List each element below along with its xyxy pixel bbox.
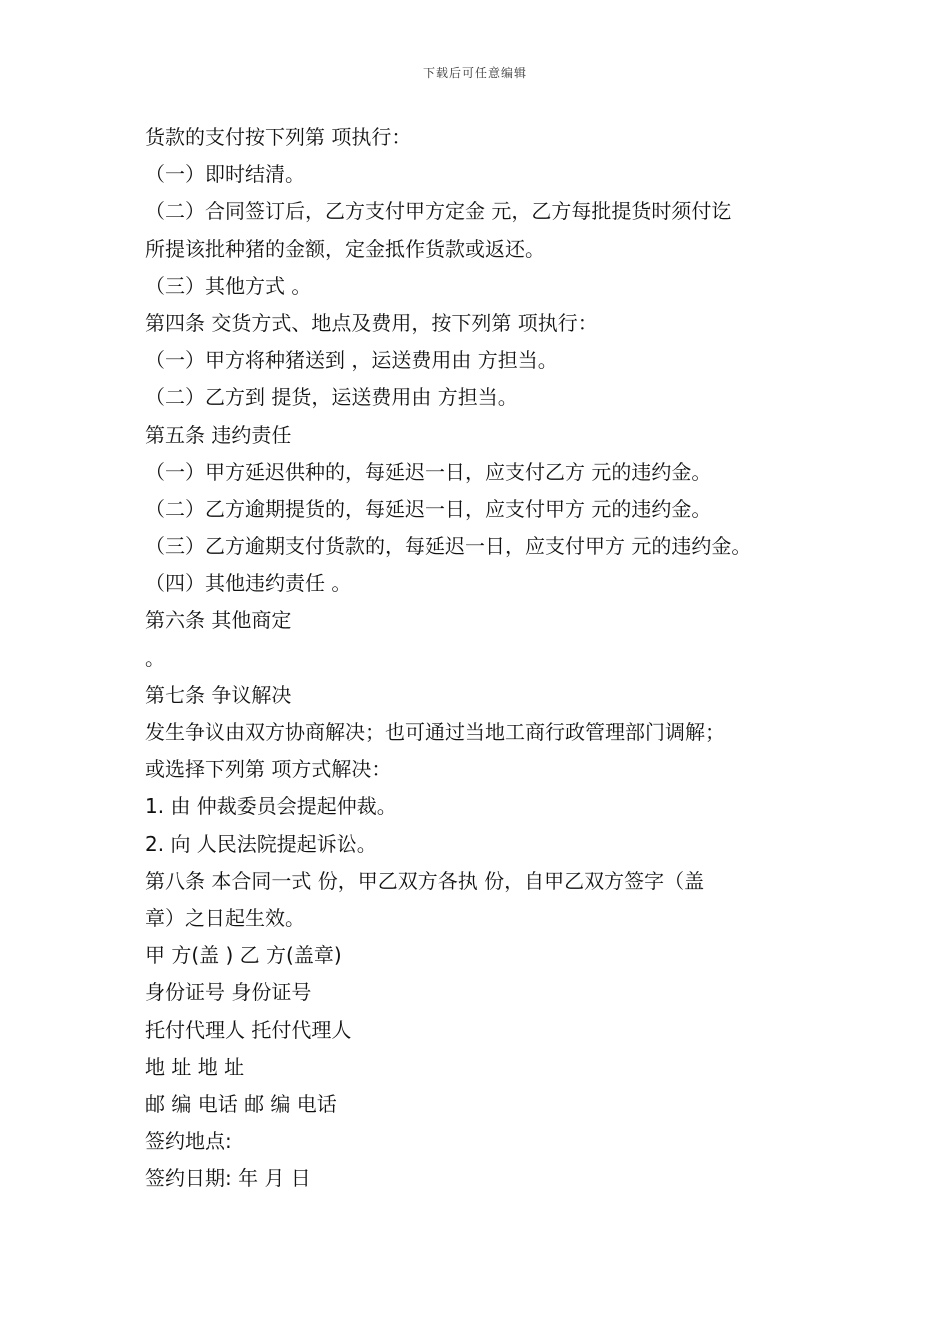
page-header: 下载后可任意编辑 [422, 66, 527, 80]
text-line: 或选择下列第 项方式解决： [145, 757, 392, 782]
text-line: 货款的支付按下列第 项执行： [145, 125, 412, 149]
text-line: 发生争议由双方协商解决；也可通过当地工商行政管理部门调解； [145, 720, 725, 744]
document-body [145, 119, 825, 1197]
text-line: （三）乙方逾期支付货款的，每延迟一日，应支付甲方 元的违约金。 [145, 534, 752, 559]
text-line: （一）甲方将种猪送到 ，运送费用由 方担当。 [145, 348, 558, 373]
text-line: 章）之日起生效。 [145, 905, 305, 930]
section-heading: 第七条 争议解决 [145, 682, 292, 707]
section-heading: 第八条 本合同一式 份，甲乙双方各执 份，自甲乙双方签字（盖 [145, 868, 705, 893]
signature-line: 地 址 地 址 [145, 1054, 245, 1079]
text-line: （二）乙方到 提货，运送费用由 方担当。 [145, 385, 518, 410]
text-line: （四）其他违约责任 。 [145, 571, 352, 596]
signing-date: 签约日期: 年 月 日 [145, 1166, 311, 1191]
section-heading: 第五条 违约责任 [145, 422, 292, 447]
text-line: 1. 由 仲裁委员会提起仲裁。 [145, 794, 397, 819]
signature-line: 邮 编 电话 邮 编 电话 [145, 1091, 337, 1116]
signature-line: 甲 方(盖 ) 乙 方(盖章) [145, 943, 342, 968]
text-line: （一）即时结清。 [145, 162, 305, 187]
text-line: （一）甲方延迟供种的，每延迟一日，应支付乙方 元的违约金。 [145, 459, 712, 484]
signing-place: 签约地点: [145, 1129, 232, 1154]
text-line: 2. 向 人民法院提起诉讼。 [145, 831, 377, 856]
text-line: 所提该批种猪的金额，定金抵作货款或返还。 [145, 236, 545, 261]
text-line: （二）合同签订后，乙方支付甲方定金 元，乙方每批提货时须付讫 [145, 199, 732, 224]
section-heading: 第六条 其他商定 [145, 608, 292, 633]
section-heading: 第四条 交货方式、地点及费用，按下列第 项执行： [145, 310, 598, 335]
text-line: （三）其他方式 。 [145, 273, 312, 298]
text-line: 。 [145, 645, 165, 670]
signature-line: 托付代理人 托付代理人 [145, 1017, 352, 1042]
signature-line: 身份证号 身份证号 [145, 980, 312, 1005]
text-line: （二）乙方逾期提货的，每延迟一日，应支付甲方 元的违约金。 [145, 496, 712, 521]
